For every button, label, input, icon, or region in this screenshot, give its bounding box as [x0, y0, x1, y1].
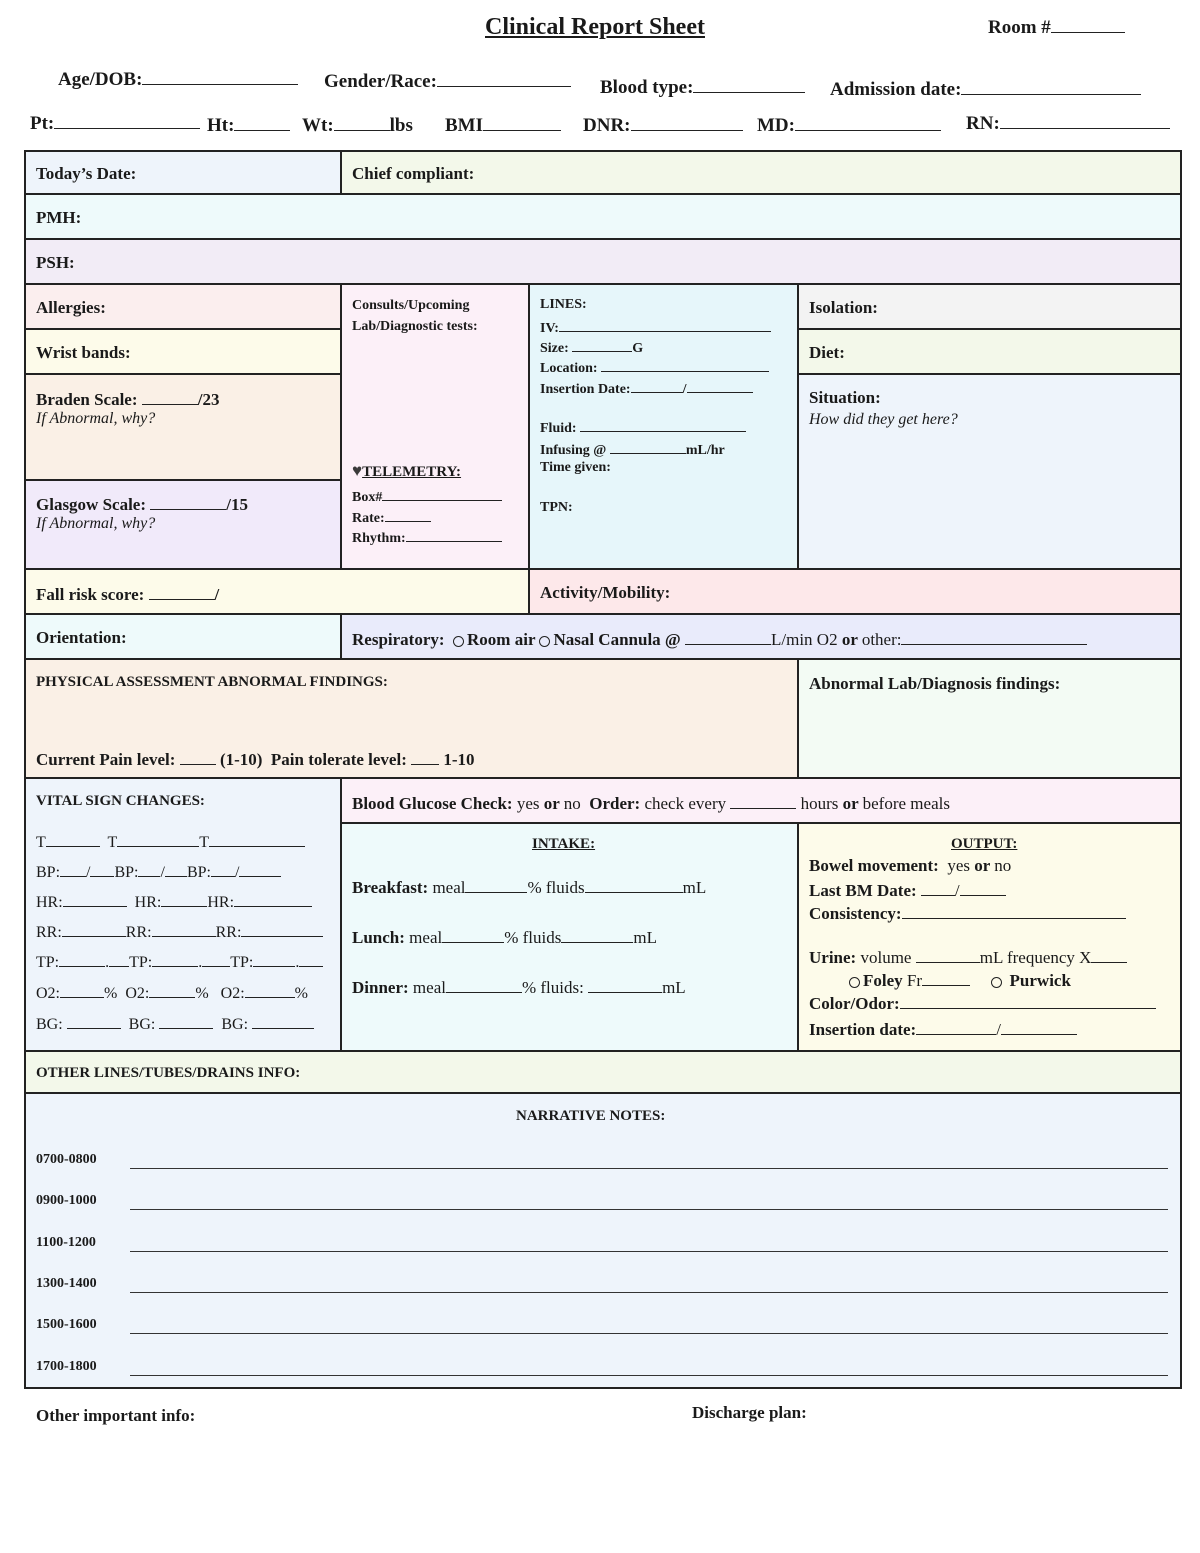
vital-t-row[interactable]: T T T	[36, 831, 305, 852]
chief-complaint-cell[interactable]	[340, 150, 1182, 195]
narrative-line[interactable]	[130, 1375, 1168, 1376]
time-slot-1500: 1500-1600	[36, 1317, 97, 1332]
rn-field[interactable]	[966, 110, 1170, 135]
age-dob-label: Age/DOB:	[58, 69, 143, 90]
color-odor-field[interactable]: Color/Odor:	[809, 992, 1156, 1014]
bowel-field[interactable]: Bowel movement: yes or no	[809, 856, 1012, 875]
consults-label: Consults/Upcoming	[352, 298, 470, 313]
time-slot-1100: 1100-1200	[36, 1235, 96, 1250]
other-info-label: Other important info:	[36, 1406, 196, 1425]
time-slot-0900: 0900-1000	[36, 1193, 97, 1208]
diet-cell[interactable]	[797, 328, 1182, 375]
vital-tp-row[interactable]: TP: . TP: . TP: .	[36, 951, 323, 972]
bmi-label: BMI	[445, 115, 483, 136]
braden-cell[interactable]	[24, 373, 342, 481]
glasgow-why-label: If Abnormal, why?	[36, 515, 156, 532]
heart-icon: ♥	[352, 461, 363, 480]
purwick-radio[interactable]	[991, 977, 1002, 988]
lbs-label: lbs	[389, 115, 413, 136]
consults-cell[interactable]	[340, 283, 530, 570]
fluid-field[interactable]: Fluid:	[540, 418, 746, 437]
size-field[interactable]: Size: G	[540, 338, 643, 357]
nasal-cannula-radio[interactable]	[539, 636, 550, 647]
isolation-cell[interactable]	[797, 283, 1182, 330]
time-slot-1700: 1700-1800	[36, 1359, 97, 1374]
narrative-line[interactable]	[130, 1251, 1168, 1252]
narrative-line[interactable]	[130, 1209, 1168, 1210]
respiratory-field: Respiratory: Room air Nasal Cannula @ L/min O2 or other:	[352, 628, 1087, 650]
dnr-field[interactable]	[583, 112, 743, 137]
lunch-field[interactable]: Lunch: meal % fluids mL	[352, 928, 657, 947]
chief-complaint-label: Chief compliant:	[352, 164, 475, 183]
vital-bg-row[interactable]: BG: BG: BG:	[36, 1013, 314, 1034]
narrative-line[interactable]	[130, 1292, 1168, 1293]
telemetry-label: ♥TELEMETRY:	[352, 461, 462, 480]
wt-field[interactable]	[302, 112, 413, 137]
foley-radio[interactable]	[849, 977, 860, 988]
braden-why-label: If Abnormal, why?	[36, 410, 156, 427]
bmi-field[interactable]	[445, 112, 561, 137]
md-label: MD:	[757, 115, 795, 136]
intake-label: INTAKE:	[532, 836, 596, 852]
vital-hr-row[interactable]: HR: HR: HR:	[36, 891, 312, 912]
pt-label: Pt:	[30, 113, 55, 134]
room-air-radio[interactable]	[453, 636, 464, 647]
braden-field: Braden Scale: /23	[36, 390, 220, 409]
output-cell[interactable]	[797, 822, 1182, 1052]
respiratory-cell[interactable]	[340, 613, 1182, 660]
todays-date-cell[interactable]	[24, 150, 342, 195]
discharge-plan-label: Discharge plan:	[692, 1403, 807, 1422]
orientation-label: Orientation:	[36, 628, 127, 647]
admission-date-field[interactable]	[830, 76, 1141, 101]
gender-race-field[interactable]	[324, 68, 571, 93]
vitals-cell[interactable]	[24, 777, 342, 1052]
blood-type-label: Blood type:	[600, 77, 694, 98]
blood-glucose-cell[interactable]	[340, 777, 1182, 824]
pmh-cell[interactable]	[24, 193, 1182, 240]
pmh-label: PMH:	[36, 208, 82, 227]
other-lines-cell[interactable]	[24, 1050, 1182, 1094]
rhythm-field[interactable]: Rhythm:	[352, 528, 502, 547]
box-field[interactable]: Box#	[352, 487, 502, 506]
vital-o2-row[interactable]: O2: % O2: % O2: %	[36, 982, 308, 1003]
narrative-line[interactable]	[130, 1333, 1168, 1334]
vitals-label: VITAL SIGN CHANGES:	[36, 793, 205, 809]
pain-field[interactable]: Current Pain level: (1-10) Pain tolerate level: 1-10	[36, 750, 475, 769]
narrative-line[interactable]	[130, 1168, 1168, 1169]
wrist-bands-cell[interactable]	[24, 328, 342, 375]
allergies-label: Allergies:	[36, 298, 106, 317]
vital-rr-row[interactable]: RR: RR: RR:	[36, 921, 323, 942]
dinner-field[interactable]: Dinner: meal % fluids: mL	[352, 978, 686, 997]
infusing-field[interactable]: Infusing @ mL/hr	[540, 440, 725, 459]
page-title: Clinical Report Sheet	[485, 14, 705, 40]
wt-label: Wt:	[302, 115, 334, 136]
catheter-field[interactable]: Foley Fr Purwick	[849, 969, 1071, 991]
insertion-date-field[interactable]: Insertion date: /	[809, 1018, 1077, 1040]
vital-bp-row[interactable]: BP: / BP: / BP: /	[36, 861, 281, 882]
output-label: OUTPUT:	[951, 836, 1018, 852]
time-slot-0700: 0700-0800	[36, 1152, 97, 1167]
room-label: Room #	[988, 17, 1051, 38]
consistency-field[interactable]: Consistency:	[809, 902, 1126, 924]
insertion-field[interactable]: Insertion Date: /	[540, 379, 753, 398]
tpn-label: TPN:	[540, 500, 573, 515]
md-field[interactable]	[757, 112, 941, 137]
glasgow-field: Glasgow Scale: /15	[36, 495, 249, 514]
abnormal-lab-label: Abnormal Lab/Diagnosis findings:	[809, 674, 1061, 693]
glasgow-cell[interactable]	[24, 479, 342, 570]
ht-label: Ht:	[207, 115, 235, 136]
isolation-label: Isolation:	[809, 298, 878, 317]
gender-race-label: Gender/Race:	[324, 71, 437, 92]
diet-label: Diet:	[809, 343, 845, 362]
lines-cell[interactable]	[528, 283, 799, 570]
rn-label: RN:	[966, 113, 1000, 134]
physical-assessment-label: PHYSICAL ASSESSMENT ABNORMAL FINDINGS:	[36, 674, 388, 690]
narrative-cell[interactable]	[24, 1092, 1182, 1389]
ht-field[interactable]	[207, 112, 290, 137]
orientation-cell[interactable]	[24, 613, 342, 660]
lines-label: LINES:	[540, 297, 587, 312]
last-bm-field[interactable]: Last BM Date: /	[809, 879, 1006, 901]
breakfast-field[interactable]: Breakfast: meal % fluids mL	[352, 878, 707, 897]
physical-assessment-cell[interactable]	[24, 658, 799, 779]
admission-date-label: Admission date:	[830, 79, 962, 100]
pt-field[interactable]	[30, 110, 200, 135]
wrist-bands-label: Wrist bands:	[36, 343, 131, 362]
abnormal-lab-cell[interactable]	[797, 658, 1182, 779]
consults-label-2: Lab/Diagnostic tests:	[352, 319, 478, 334]
todays-date-label: Today’s Date:	[36, 164, 137, 183]
situation-label: Situation:	[809, 388, 881, 407]
situation-question: How did they get here?	[809, 411, 958, 428]
time-given-label: Time given:	[540, 460, 611, 475]
age-dob-field[interactable]	[58, 66, 298, 91]
fall-risk-cell[interactable]	[24, 568, 530, 615]
situation-cell[interactable]	[797, 373, 1182, 570]
blood-type-field[interactable]	[600, 74, 805, 99]
allergies-cell[interactable]	[24, 283, 342, 330]
activity-cell[interactable]	[528, 568, 1182, 615]
rate-field[interactable]: Rate:	[352, 508, 431, 527]
urine-field[interactable]: Urine: volume mL frequency X	[809, 946, 1127, 968]
blood-glucose-field[interactable]: Blood Glucose Check: yes or no Order: check every hours or before meals	[352, 794, 950, 813]
fall-risk-field: Fall risk score: /	[36, 585, 220, 604]
psh-cell[interactable]	[24, 238, 1182, 285]
activity-label: Activity/Mobility:	[540, 583, 671, 602]
time-slot-1300: 1300-1400	[36, 1276, 97, 1291]
location-field[interactable]: Location:	[540, 358, 769, 377]
room-field[interactable]	[988, 14, 1125, 39]
iv-field[interactable]: IV:	[540, 318, 771, 337]
narrative-label: NARRATIVE NOTES:	[516, 1108, 666, 1124]
psh-label: PSH:	[36, 253, 75, 272]
other-lines-label: OTHER LINES/TUBES/DRAINS INFO:	[36, 1065, 301, 1081]
intake-cell[interactable]	[340, 822, 799, 1052]
dnr-label: DNR:	[583, 115, 631, 136]
